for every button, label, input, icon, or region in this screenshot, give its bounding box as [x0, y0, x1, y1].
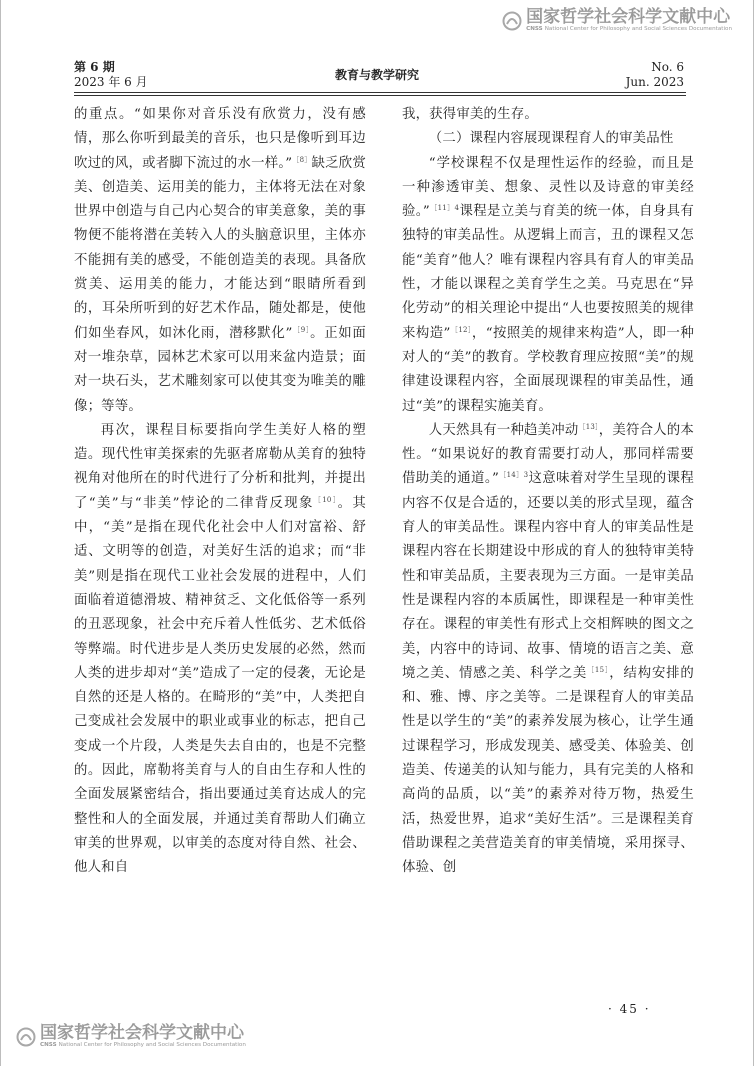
citation[interactable]: ［11］4: [429, 204, 460, 213]
paragraph: 我，获得审美的生存。: [402, 107, 538, 122]
header-right: [626, 60, 684, 90]
watermark-bottom: [16, 1024, 246, 1049]
issue-number-en: No. 6: [651, 60, 684, 74]
citation[interactable]: ［15］: [587, 665, 610, 674]
citation[interactable]: ［10］: [313, 495, 338, 504]
left-column: [74, 103, 366, 881]
watermark-name: 国家哲学社会科学文献中心: [526, 7, 731, 27]
journal-title: 教育与教学研究: [334, 68, 419, 82]
paragraph: 的重点。“如果你对音乐没有欣赏力，没有感情，那么你听到最美的音乐，也只是像听到耳边吹过的风，或者脚下流过的水一样。”$^{[8]}$缺乏欣赏美、创造美、运用美的能力，主体将无法在对象世界中创造与自己内心契合的审美意象，美的事物便不能将潜在美转入人的头脑意识里，主体亦不能拥有美的感受，不能创造美的表现。具备欣赏美、运用美的能力，才能达到“眼睛所看到的，耳朵所听到的好艺术作品，随处都是，使他们如坐春风，如沐化雨，潜移默化”$^{[9]}$。正如面对一堆杂草，园林艺术家可以用来盆内造景；面对一块石头，艺术雕刻家可以使其变为唯美的雕像；等等。: [74, 107, 366, 414]
issue-number: 第 6 期: [74, 60, 115, 74]
paragraph: “学校课程不仅是理性运作的经验，而且是一种渗透审美、想象、灵性以及诗意的审美经验。”$^{[11]4}$课程是立美与育美的统一体，自身具有独特的审美品性。从逻辑上而言，丑的课程又怎能“美育”他人？唯有课程内容具有育人的审美品性，才能以课程之美育学生之美。马克思在“异化劳动”的相关理论中提出“人也要按照美的规律来构造”$^{[12]}$，“按照美的规律来构造”人，即一种对人的“美”的教育。学校教育理应按照“美”的规律建设课程内容，全面展现课程的审美品性，通过“美”的课程实施美育。: [402, 155, 694, 414]
paragraph: 再次，课程目标要指向学生美好人格的塑造。现代性审美探索的先驱者席勒从美育的独特视角对他所在的时代进行了分析和批判，并提出了“美”与“非美”悖论的二律背反现象$^{[10]}$。其中，“美”是指在现代化社会中人们对富裕、舒适、文明等的创造，对美好生活的追求；而“非美”则是指在现代工业社会发展的进程中，人们面临着道德滑坡、精神贫乏、文化低俗等一系列的丑恶现象，社会中充斥着人性低劣、艺术低俗等弊端。时代进步是人类历史发展的必然，然而人类的进步却对“美”造成了一定的侵袭，无论是自然的还是人格的。在畸形的“美”中，人类把自己变成社会发展中的职业或事业的标志，把自己变成一个片段，人类是失去自由的，也是不完整的。因此，席勒将美育与人的自由生存和人性的全面发展紧密结合，指出要通过美育达成人的完整性和人的全面发展，并通过美育帮助人们确立审美的世界观，以审美的态度对待自然、社会、他人和自: [74, 422, 366, 876]
page-number: · 45 ·: [608, 1002, 651, 1016]
issue-date-en: Jun. 2023: [625, 75, 684, 89]
citation[interactable]: ［8］: [292, 155, 312, 164]
watermark-abbr: CNSS: [40, 1042, 57, 1048]
header-rule: [74, 92, 686, 93]
citation[interactable]: ［14］3: [499, 471, 529, 480]
section-heading: （二）课程内容展现课程育人的审美品性: [428, 131, 674, 147]
cnss-logo-icon: [16, 1027, 36, 1047]
watermark-subtitle: National Center for Philosophy and Social Sciences Documentation: [544, 26, 732, 32]
citation[interactable]: ［13］: [578, 422, 599, 431]
citation[interactable]: ［9］: [292, 325, 311, 334]
watermark-subtitle: National Center for Philosophy and Social Sciences Documentation: [58, 1042, 246, 1048]
issue-date: 2023 年 6 月: [74, 75, 148, 89]
watermark-abbr: CNSS: [526, 26, 543, 32]
cnss-logo-icon: [502, 11, 522, 31]
paragraph: 人天然具有一种趋美冲动$^{[13]}$，美符合人的本性。“如果说好的教育需要打动人，那同样需要借助美的通道。”$^{[14]3}$这意味着对学生呈现的课程内容不仅是合适的，还要以美的形式呈现，蕴含育人的审美品性。课程内容中育人的审美品性是课程内容在长期建设中形成的育人的独特审美特性和审美品质，主要表现为三方面。一是审美品性是课程内容的本质属性，即课程是一种审美性存在。课程的审美性有形式上交相辉映的图文之美，内容中的诗词、故事、情境的语言之美、意境之美、情感之美、科学之美$^{[15]}$，结构安排的和、雅、博、序之美等。二是课程育人的审美品性是以学生的“美”的素养发展为核心，让学生通过课程学习，形成发现美、感受美、体验美、创造美、传递美的认知与能力，具有完美的人格和高尚的品质，以“美”的素养对待万物，热爱生活，热爱世界，追求“美好生活”。三是课程美育借助课程之美营造美育的审美情境，采用探寻、体验、创: [402, 422, 695, 876]
watermark-name: 国家哲学社会科学文献中心: [40, 1023, 244, 1043]
header-rule-thin: [74, 95, 686, 96]
watermark-top: [502, 8, 732, 33]
right-column: [402, 103, 694, 881]
citation[interactable]: ［12］: [450, 325, 472, 334]
